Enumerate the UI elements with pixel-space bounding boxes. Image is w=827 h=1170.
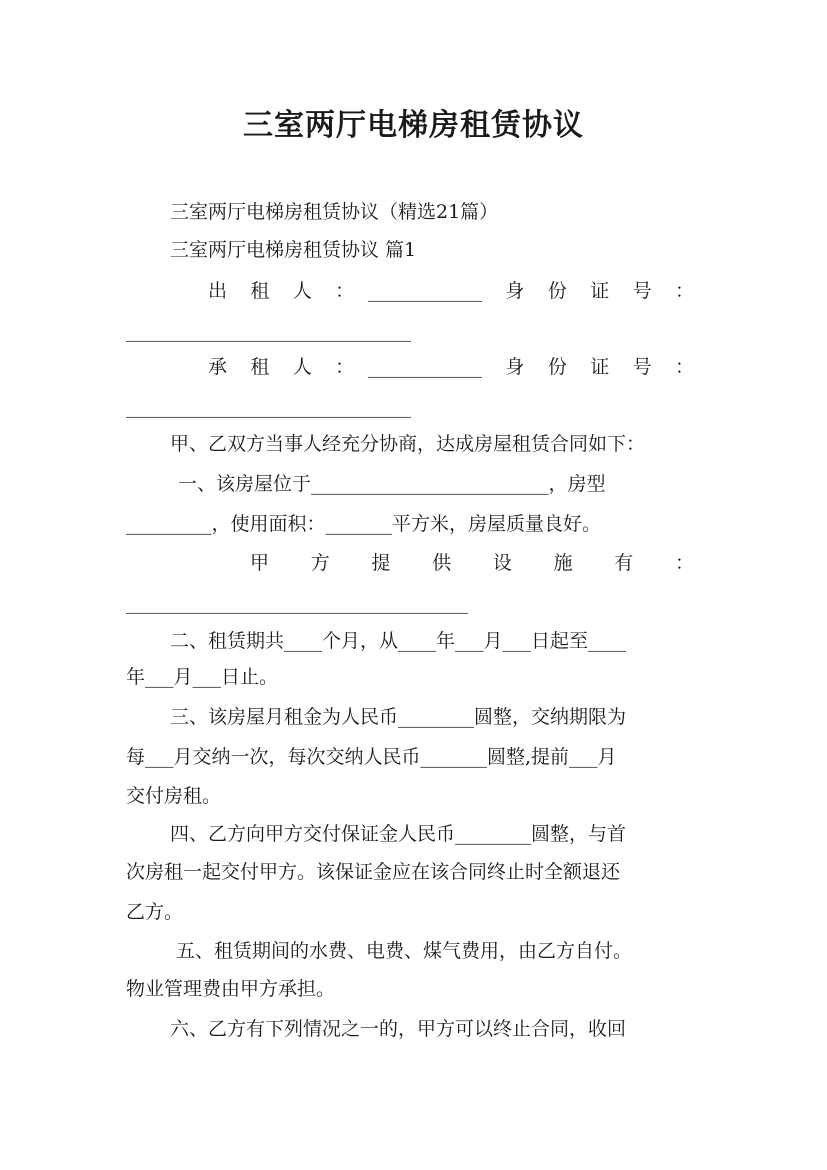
agreement-intro: 甲、乙双方当事人经充分协商，达成房屋租赁合同如下： — [170, 433, 646, 455]
clause-3-line-2: 每___月交纳一次，每次交纳人民币_______圆整,提前___月 — [126, 746, 617, 768]
clause-3-line-1: 三、该房屋月租金为人民币________圆整，交纳期限为 — [170, 706, 627, 728]
lessee-id-line: 承 租 人 ： ____________ 身 份 证 号 ： — [208, 356, 694, 378]
clause-5-line-1: 五、租赁期间的水费、电费、煤气费用，由乙方自付。 — [176, 940, 633, 962]
clause-5-line-2: 物业管理费由甲方承担。 — [126, 978, 336, 1000]
subtitle-line: 三室两厅电梯房租赁协议（精选21篇） — [170, 201, 499, 223]
lessor-id-line: 出 租 人 ： ____________ 身 份 证 号 ： — [208, 280, 694, 302]
lessor-id-blank: ______________________________ — [126, 320, 411, 342]
clause-1-line-1: 一、该房屋位于_________________________，房型 — [178, 473, 606, 495]
section-heading: 三室两厅电梯房租赁协议 篇1 — [170, 239, 417, 261]
facilities-line: 甲 方 提 供 设 施 有 ： — [250, 552, 694, 574]
clause-4-line-2: 次房租一起交付甲方。该保证金应在该合同终止时全额退还 — [126, 861, 621, 883]
clause-2-line-1: 二、租赁期共____个月，从____年___月___日起至____ — [170, 630, 627, 652]
clause-2-line-2: 年___月___日止。 — [126, 666, 279, 688]
clause-6-line-1: 六、乙方有下列情况之一的，甲方可以终止合同，收回 — [170, 1018, 627, 1040]
clause-4-line-3: 乙方。 — [126, 901, 184, 923]
clause-4-line-1: 四、乙方向甲方交付保证金人民币________圆整，与首 — [170, 823, 627, 845]
document-title: 三室两厅电梯房租赁协议 — [243, 108, 584, 143]
clause-3-line-3: 交付房租。 — [126, 785, 222, 807]
lessee-id-blank: ______________________________ — [126, 396, 411, 418]
clause-1-line-2: _________，使用面积：_______平方米，房屋质量良好。 — [126, 513, 602, 535]
facilities-blank: ____________________________________ — [126, 592, 468, 614]
